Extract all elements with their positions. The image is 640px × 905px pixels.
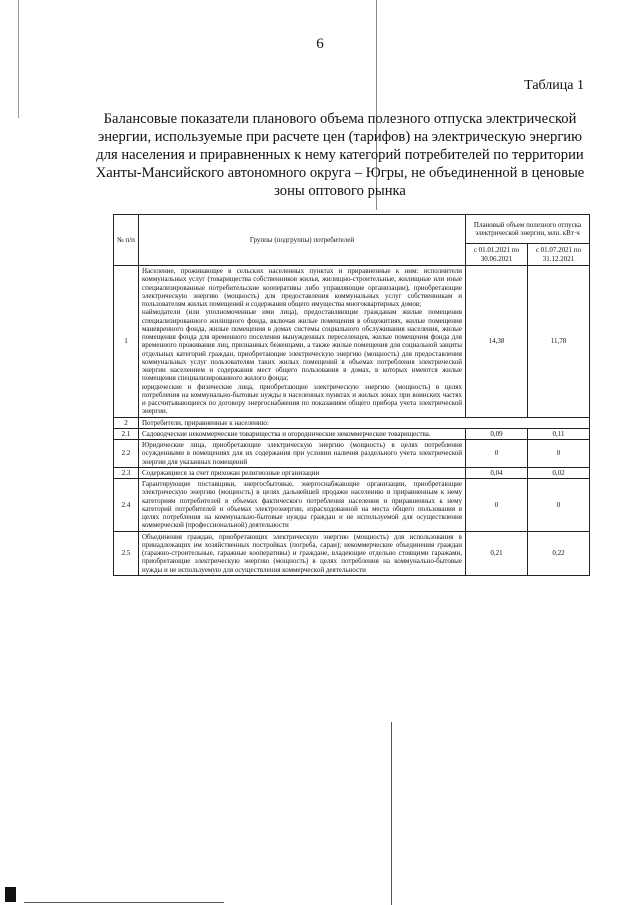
table-row-2-3	[114, 467, 590, 478]
row-description: Объединения граждан, приобретающих электрическую энергию (мощность) для использования в принадлежащих им хозяйственных постройках (погреба, сараи); некоммерческие объединения граждан (гаражно-строительные, гаражные кооперативы) и граждане, владеющие отдельно стоящими гаражами, приобретающие электрическую энергию (мощность) в целях потребления на коммунально-бытовые нужды и не используемую для осуществления коммерческой деятельности	[139, 531, 466, 575]
table-row-2-1	[114, 428, 590, 439]
table-row-1	[114, 266, 590, 418]
value-h1: 0,09	[466, 428, 528, 439]
row1-paragraph-2: наймодатели (или уполномоченные ими лица), предоставляющие гражданам жилые помещения специализированного жилищного фонда, включая жилые помещения в общежитиях, жилые помещения маневренного фонда, жилые помещения в домах системы социального обслуживания населения, жилые помещения фонда для временного поселения вынужденных переселенцев, жилые помещения фонда для временного проживания лиц, признанных беженцами, а также жилые помещения для социальной защиты отдельных категорий граждан, приобретающие электрическую энергию (мощность) для предоставления коммунальных услуг пользователям таких жилых помещений в объемах потребления электрической энергии населением и содержания мест общего пользования в домах, в которых имеются жилые помещения специализированного жилого фонда;	[142, 308, 462, 383]
header-period-h2: с 01.07.2021 по 31.12.2021	[528, 244, 590, 266]
row-number: 2.5	[114, 531, 139, 575]
value-h1: 0,04	[466, 467, 528, 478]
scan-fold-line-bottom	[391, 722, 392, 905]
document-title: Балансовые показатели планового объема полезного отпуска электрической энергии, используемые при расчете цен (тарифов) на электрическую энергию для населения и приравненных к нему категорий потребителей по территории Ханты-Мансийского автономного округа – Югры, не объединенной в ценовые зоны оптового рынка	[95, 111, 585, 199]
row1-paragraph-3: юридические и физические лица, приобретающие электрическую энергию (мощность) в целях потребления на коммунально-бытовые нужды в населенных пунктах и жилых зонах при воинских частях и рассчитывающиеся по договору энергоснабжения по показаниям общего прибора учета электрической энергии.	[142, 382, 462, 416]
row-description	[139, 266, 466, 418]
value-h2: 11,78	[528, 266, 590, 418]
page-number: 6	[316, 36, 324, 52]
table-row-2-5	[114, 531, 590, 575]
row-description: Садоводческие некоммерческие товарищества и огороднические некоммерческие товарищества.	[139, 428, 466, 439]
row-number: 1	[114, 266, 139, 418]
row-number: 2.4	[114, 479, 139, 532]
value-h1: 0	[466, 479, 528, 532]
value-h2: 0	[528, 440, 590, 468]
value-h2: 0,11	[528, 428, 590, 439]
value-h1: 0,21	[466, 531, 528, 575]
row-description: Юридические лица, приобретающие электрическую энергию (мощность) в целях потребления осужденными в помещениях для их содержания при условии наличия раздельного учета электрической энергии для указанных помещений	[139, 440, 466, 468]
value-h1: 0	[466, 440, 528, 468]
header-period-h1: с 01.01.2021 по 30.06.2021	[466, 244, 528, 266]
header-num: № п/п	[114, 215, 139, 266]
table-label: Таблица 1	[524, 78, 584, 93]
row-number: 2.1	[114, 428, 139, 439]
value-h2: 0,02	[528, 467, 590, 478]
row-number: 2.2	[114, 440, 139, 468]
table-header-row	[114, 215, 590, 244]
row-number: 2	[114, 417, 139, 428]
value-h2: 0,22	[528, 531, 590, 575]
table-row-2-4	[114, 479, 590, 532]
row-description: Потребители, приравненные к населению:	[139, 417, 590, 428]
table-row-2-2	[114, 440, 590, 468]
balance-indicators-table	[113, 214, 590, 576]
value-h1: 14,38	[466, 266, 528, 418]
scan-edge-line-left	[18, 0, 19, 118]
row-description: Содержащиеся за счет прихожан религиозные организации	[139, 467, 466, 478]
value-h2: 0	[528, 479, 590, 532]
row1-paragraph-1: Население, проживающее в сельских населенных пунктах и приравненные к ним: исполнители коммунальных услуг (товарищества собственников жилья, жилищно-строительные, жилищные или иные специализированные потребительские кооперативы либо управляющие организации), приобретающие электрическую энергию (мощность) для предоставления коммунальных услуг собственникам и пользователям жилых помещений и содержания общего имущества многоквартирных домов;	[142, 267, 462, 308]
row-description: Гарантирующие поставщики, энергосбытовые, энергоснабжающие организации, приобретающие электрическую энергию (мощность) в целях дальнейшей продажи населению и приравненным к нему категориям потребителей в объемах фактического потребления населения и приравненных к нему категорий потребителей и объемах электроэнергии, израсходованной на места общего пользования в целях потребления на коммунально-бытовые нужды граждан и не используемой для осуществления коммерческой (профессиональной) деятельности	[139, 479, 466, 532]
scan-corner-mark	[5, 887, 16, 902]
header-consumer-groups: Группы (подгруппы) потребителей	[139, 215, 466, 266]
table-row-2	[114, 417, 590, 428]
scan-bottom-line	[24, 902, 224, 903]
row-number: 2.3	[114, 467, 139, 478]
header-planned-volume: Плановый объем полезного отпуска электрической энергии, млн. кВт·ч	[466, 215, 590, 244]
